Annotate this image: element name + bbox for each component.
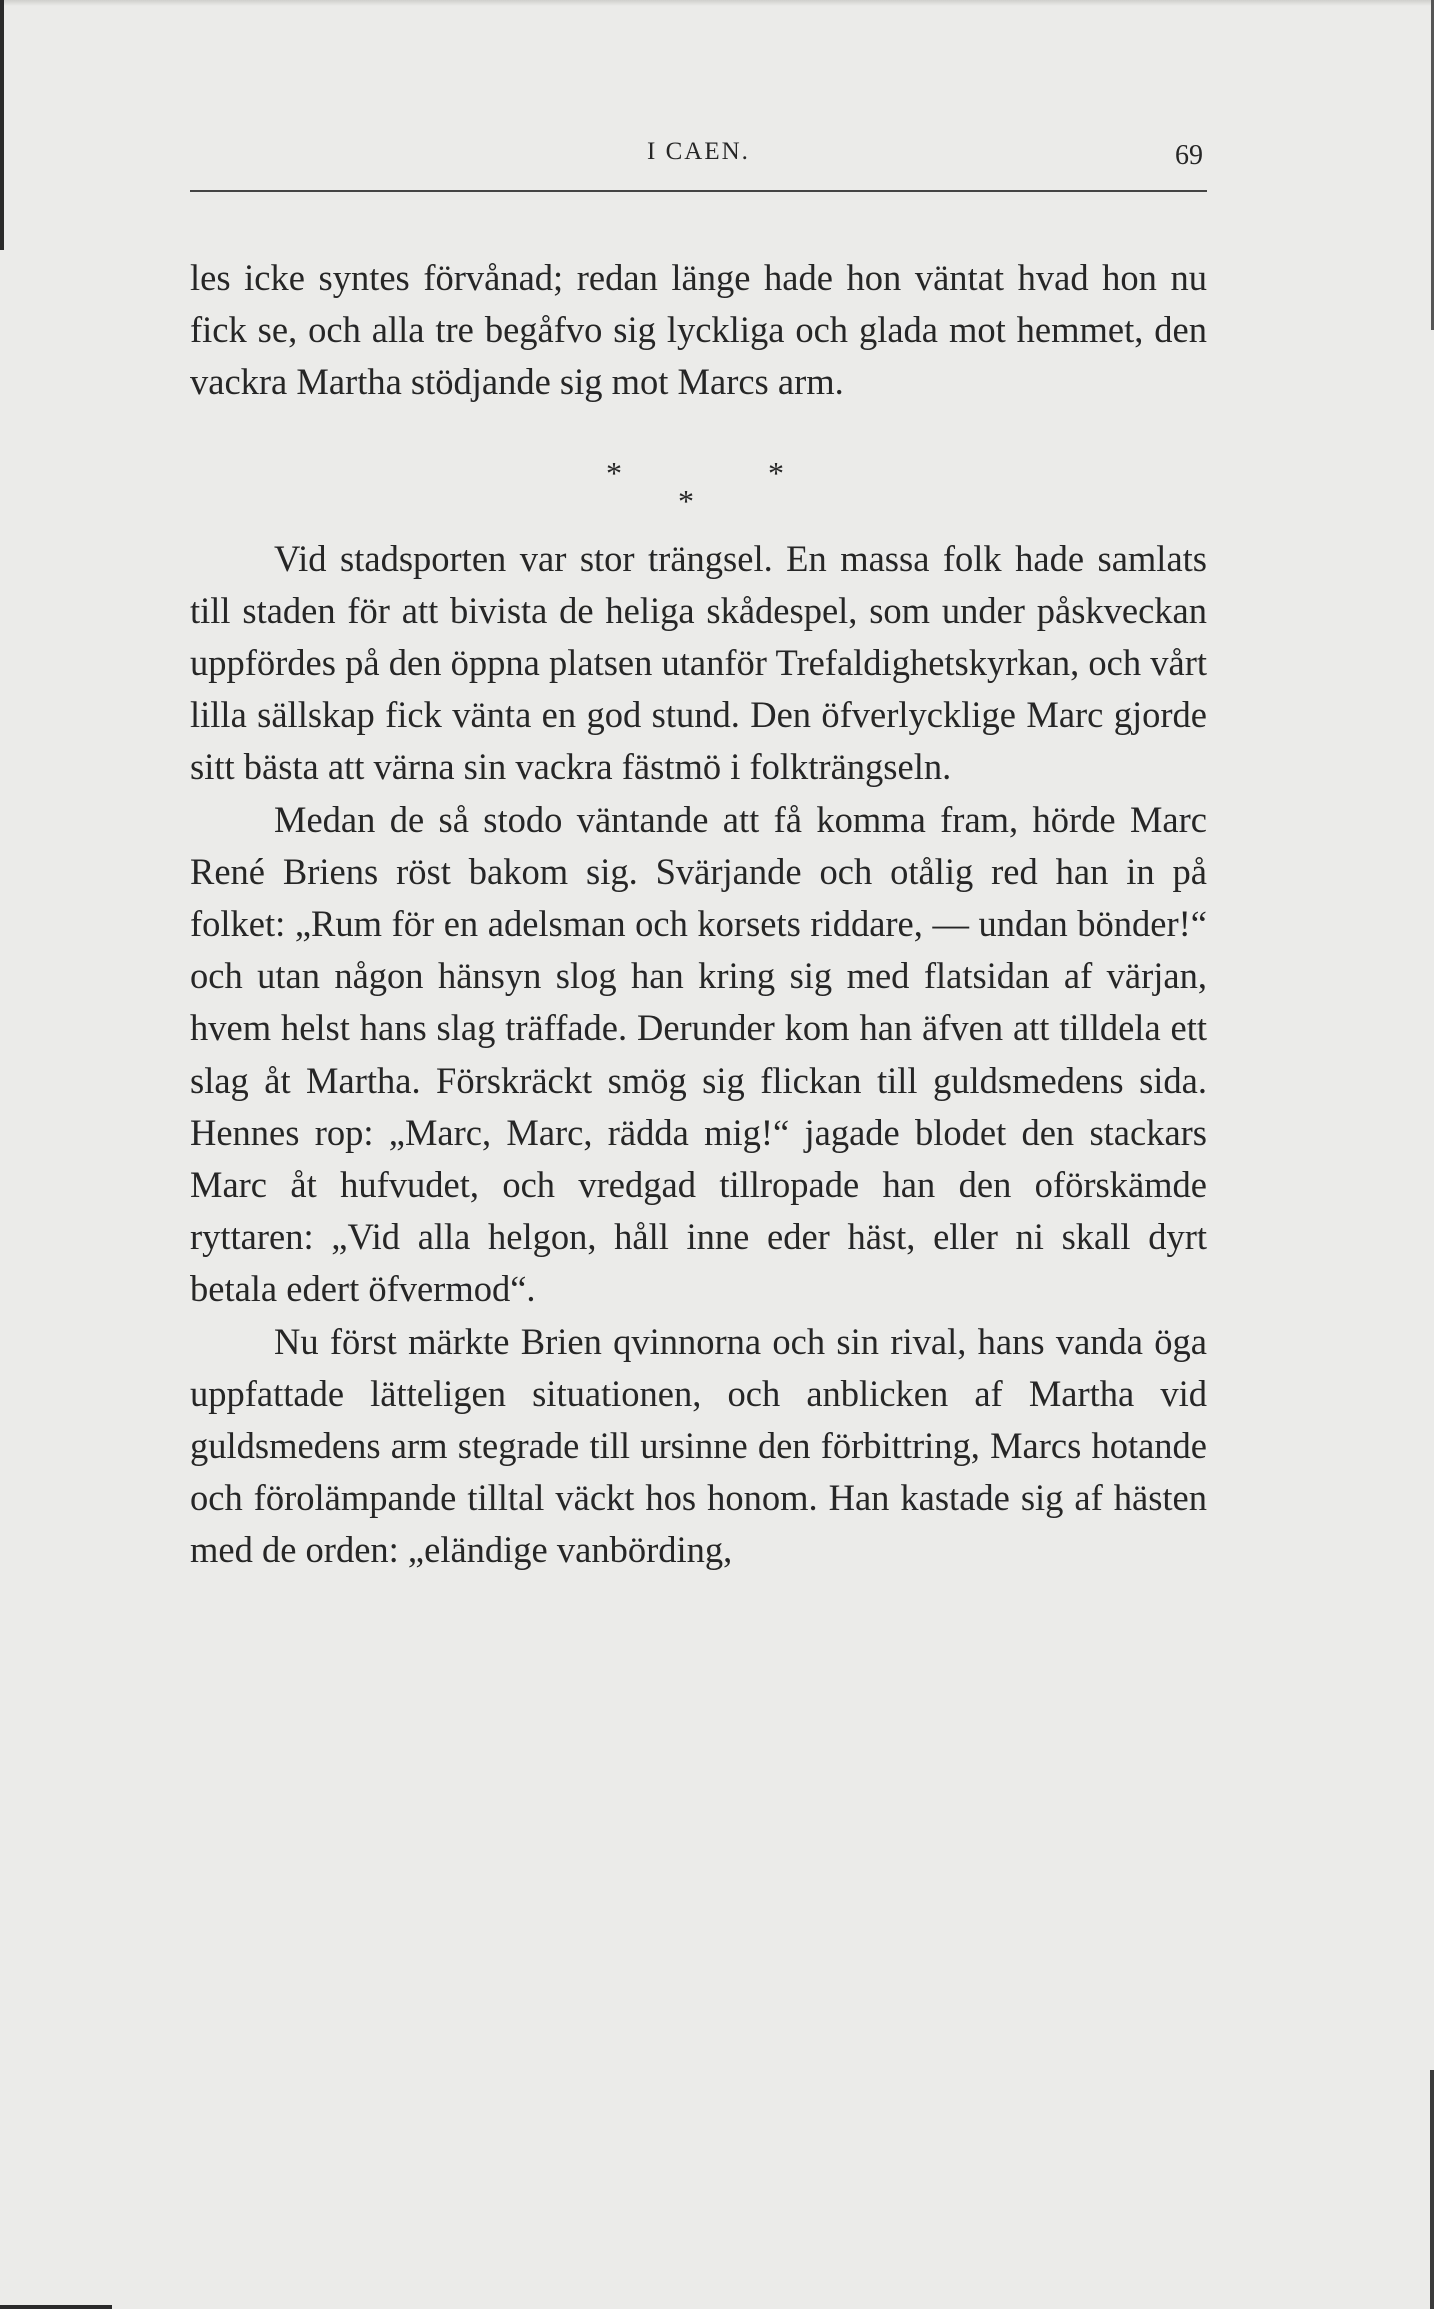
book-page <box>190 120 1207 1577</box>
scan-edge-right-bottom <box>1430 2070 1434 2309</box>
asterism-star-right: * <box>768 454 784 491</box>
paragraph-medan: Medan de så stodo väntande att få komma fram, hörde Marc René Briens röst bakom sig. Svärjande och otålig red han in på folket: „Rum för en adelsman och korsets riddare, — undan bönder!“ och utan någon hänsyn slog han kring sig med flatsidan af värjan, hvem helst hans slag träffade. Derunder kom han äfven att tilldela ett slag åt Martha. Förskräckt smög sig flickan till guldsmedens sida. Hennes rop: „Marc, Marc, rädda mig!“ jagade blodet den stackars Marc åt hufvudet, och vredgad tillropade han den oförskämde ryttaren: „Vid alla helgon, håll inne eder häst, eller ni skall dyrt betala edert öfvermod“. <box>190 798 1207 1310</box>
running-title: I CAEN. <box>647 138 750 165</box>
scan-edge-top <box>0 0 1434 6</box>
paragraph-continued: les icke syntes förvånad; redan länge hade hon väntat hvad hon nu fick se, och alla tre begåfvo sig lyckliga och glada mot hemmet, den vackra Martha stödjande sig mot Marcs arm. <box>190 257 1207 403</box>
scan-edge-bottom <box>0 2305 112 2309</box>
asterism <box>190 417 1207 529</box>
paragraph-stadsporten: Vid stadsporten var stor trängsel. En massa folk hade samlats till staden för att bivista de heliga skådespel, som under påskveckan uppfördes på den öppna platsen utanför Trefaldighetskyrkan, och vårt lilla sällskap fick vänta en god stund. Den öfverlycklige Marc gjorde sitt bästa att värna sin vackra fästmö i folkträngseln. <box>190 537 1207 788</box>
body-text <box>190 252 1207 1577</box>
asterism-star-middle: * <box>678 482 694 519</box>
asterism-star-left: * <box>606 454 622 491</box>
page-number: 69 <box>1175 140 1203 171</box>
scan-edge-left <box>0 0 4 250</box>
header-rule <box>190 190 1207 192</box>
running-head <box>190 120 1207 182</box>
paragraph-nu-forst: Nu först märkte Brien qvinnorna och sin rival, hans vanda öga uppfattade lätteligen situationen, och anblicken af Martha vid guldsmedens arm stegrade till ursinne den förbittring, Marcs hotande och förolämpande tilltal väckt hos honom. Han kastade sig af hästen med de orden: „eländige vanbörding, <box>190 1320 1207 1571</box>
